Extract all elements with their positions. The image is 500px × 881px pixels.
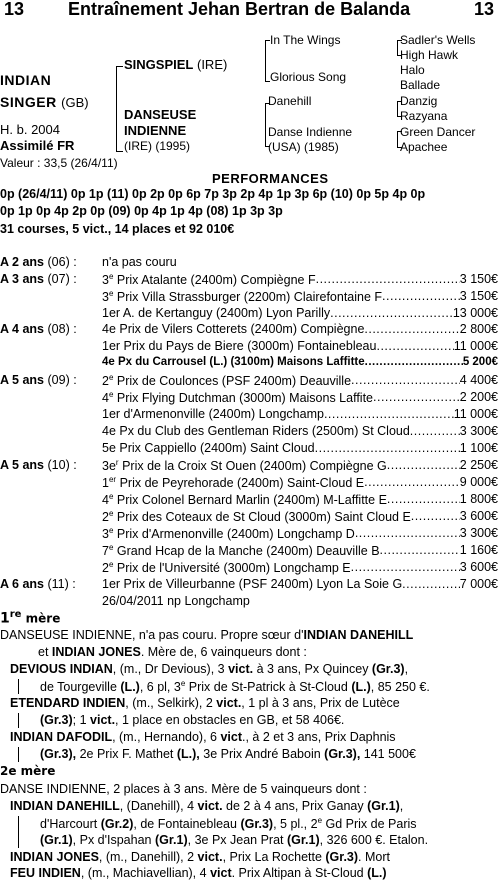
first-dam-line2: et INDIAN JONES. Mère de, 6 vainqueurs dont : — [38, 645, 307, 659]
dam-name-line2: INDIENNE — [124, 123, 187, 138]
result-row: 1er d'Armenonville (2400m) Longchamp ..... 11 000€ — [102, 407, 498, 421]
ggs-razyana: Razyana — [400, 109, 448, 123]
sire-origin: (IRE) — [196, 57, 228, 72]
progeny-indian-danehill-cont1: d'Harcourt (Gr.2), de Fontainebleau (Gr.3), 5 pl., 2e Gd Prix de Paris — [40, 816, 417, 832]
age-5b: A 5 ans (10) : — [0, 458, 77, 472]
sire-group — [124, 57, 227, 72]
ggs-high-hawk: High Hawk — [400, 48, 459, 62]
performances-summary: 31 courses, 5 vict., 14 places et 92 010€ — [0, 222, 235, 236]
indent-bar — [18, 816, 19, 848]
progeny-indian-danehill-cont2: (Gr.1), Px d'Ispahan (Gr.1), 3e Px Jean Prat (Gr.1), 326 600 €. Etalon. — [40, 833, 429, 847]
horse-name-line1: INDIAN — [0, 72, 52, 88]
horse-desc: H. b. 2004 — [0, 122, 60, 137]
page-number-left: 13 — [4, 0, 25, 19]
section-second-dam: 2e mère — [0, 764, 56, 778]
form-line-1: 0p (26/4/11) 0p 1p (11) 0p 2p 0p 6p 7p 3p 2p 4p 1p 3p 6p (10) 0p 5p 4p 0p — [0, 187, 426, 201]
progeny-devious-indian-cont: de Tourgeville (L.), 6 pl, 3e Prix de St-Patrick à St-Cloud (L.), 85 250 €. — [40, 679, 430, 695]
horse-origin: (GB) — [61, 95, 89, 110]
result-row: 3e Prix Villa Strassburger (2200m) Clairefontaine F ..... 3 150€ — [102, 289, 498, 304]
page-number-right: 13 — [474, 0, 495, 19]
result-row: 4e Prix Flying Dutchman (3000m) Maisons Laffite ..... 2 200€ — [102, 390, 498, 405]
progeny-etendard-indien-cont: (Gr.3); 1 vict., 1 place en obstacles en GB, et 58 406€. — [40, 713, 345, 727]
result-row: 3e Prix d'Armenonville (2400m) Longchamp D ..... 3 300€ — [102, 526, 498, 541]
dam-name-line3: (IRE) (1995) — [124, 139, 191, 153]
age-3: A 3 ans (07) : — [0, 272, 77, 286]
sire-name: SINGSPIEL — [124, 57, 194, 72]
page-title: Entraînement Jehan Bertran de Balanda — [68, 0, 411, 19]
result-row: 3e Prix Atalante (2400m) Compiègne F ..... 3 150€ — [102, 272, 498, 287]
result-note: 26/04/2011 np Longchamp — [102, 594, 250, 608]
gs-in-the-wings: In The Wings — [270, 33, 341, 47]
result-row: 1er Prix de Villeurbanne (PSF 2400m) Lyon La Soie G ..... 7 000€ — [102, 577, 498, 591]
gs-danse-indienne-2: (USA) (1985) — [268, 140, 339, 154]
ggs-halo: Halo — [400, 63, 425, 77]
result-row: 2e Prix de Coulonces (PSF 2400m) Deauville ..... 4 400€ — [102, 373, 498, 388]
horse-name-line2: SINGER — [0, 94, 57, 110]
result-row: $3e^r$ Prix de la Croix St Ouen (2400m) Compiègne G ..... 2 250€ — [102, 458, 498, 473]
result-row: 1er Prix de Peyrehorade (2400m) Saint-Cloud E ..... 9 000€ — [102, 475, 498, 490]
performances-title: PERFORMANCES — [212, 171, 329, 186]
form-line-2: 0p 1p 0p 4p 2p 0p (09) 0p 4p 1p 4p (08) 1p 3p 3p — [0, 204, 283, 218]
age-6: A 6 ans (11) : — [0, 577, 76, 591]
result-row: 1er A. de Kertanguy (2400m) Lyon Parilly ..... 13 000€ — [102, 306, 498, 320]
ggs-danzig: Danzig — [400, 94, 438, 108]
progeny-indian-jones: INDIAN JONES, (m., Danehill), 2 vict., Prix La Rochette (Gr.3). Mort — [10, 850, 390, 864]
result-row: 1er Prix du Pays de Biere (3000m) Fontainebleau ..... 11 000€ — [102, 339, 498, 353]
age-5: A 5 ans (09) : — [0, 373, 77, 387]
ggs-sadlers-wells: Sadler's Wells — [400, 33, 476, 47]
age-2: A 2 ans (06) : — [0, 255, 77, 269]
indent-bar — [18, 747, 19, 762]
ggs-green-dancer: Green Dancer — [400, 125, 476, 139]
horse-status: Assimilé FR — [0, 138, 75, 153]
indent-bar — [18, 679, 19, 694]
first-dam-line1: DANSEUSE INDIENNE, n'a pas couru. Propre sœur d'INDIAN DANEHILL — [0, 628, 414, 642]
progeny-feu-indien: FEU INDIEN, (m., Machiavellian), 4 vict. Prix Altipan à St-Cloud (L.) — [10, 866, 387, 880]
horse-name-line2-group — [0, 94, 89, 112]
progeny-etendard-indien: ETENDARD INDIEN, (m., Selkirk), 2 vict., 1 pl à 3 ans, Prix de Lutèce — [10, 696, 400, 710]
progeny-devious-indian: DEVIOUS INDIAN, (m., Dr Devious), 3 vict. à 3 ans, Px Quincey (Gr.3), — [10, 662, 409, 676]
result-row: 2e Prix des Coteaux de St Cloud (3000m) Saint Cloud E ..... 3 600€ — [102, 509, 498, 524]
gs-glorious-song: Glorious Song — [270, 70, 347, 84]
progeny-indian-dafodil: INDIAN DAFODIL, (m., Hernando), 6 vict., à 2 et 3 ans, Prix Daphnis — [10, 730, 396, 744]
horse-valeur: Valeur : 33,5 (26/4/11) — [0, 156, 118, 170]
result-row: 4e Prix Colonel Bernard Marlin (2400m) M-Laffitte E ..... 1 800€ — [102, 492, 498, 507]
result-row: 4e Px du Club des Gentleman Riders (2500m) St Cloud ..... 3 300€ — [102, 424, 498, 438]
gs-danse-indienne-1: Danse Indienne — [268, 125, 353, 139]
result-row: 4e Prix de Vilers Cotterets (2400m) Compiègne ..... 2 800€ — [102, 322, 498, 336]
progeny-indian-dafodil-cont: (Gr.3), 2e Prix F. Mathet (L.), 3e Prix André Baboin (Gr.3), 141 500€ — [40, 747, 416, 761]
gs-danehill: Danehill — [268, 94, 312, 108]
result-row: 2e Prix de l'Université (3000m) Longchamp E ..... 3 600€ — [102, 560, 498, 575]
second-dam-line1: DANSE INDIENNE, 2 places à 3 ans. Mère de 5 vainqueurs dont : — [0, 782, 367, 796]
result-row: 7e Grand Hcap de la Manche (2400m) Deauville B ..... 1 160€ — [102, 543, 498, 558]
result-no-race: n'a pas couru — [102, 255, 177, 269]
result-row: 5e Prix Cappiello (2400m) Saint Cloud ..... 1 100€ — [102, 441, 498, 455]
section-first-dam: 1re mère — [0, 609, 61, 627]
progeny-indian-danehill: INDIAN DANEHILL, (Danehill), 4 vict. de 2 à 4 ans, Prix Ganay (Gr.1), — [10, 799, 404, 813]
ggs-ballade: Ballade — [400, 78, 441, 92]
age-4: A 4 ans (08) : — [0, 322, 77, 336]
result-row: 4e Px du Carrousel (L.) (3100m) Maisons Laffitte ..... 5 200€ — [102, 356, 498, 368]
ggs-apachee: Apachee — [400, 140, 448, 154]
dam-name-line1: DANSEUSE — [124, 107, 197, 122]
pedigree-bracket-main — [116, 66, 123, 152]
indent-bar — [18, 713, 19, 728]
